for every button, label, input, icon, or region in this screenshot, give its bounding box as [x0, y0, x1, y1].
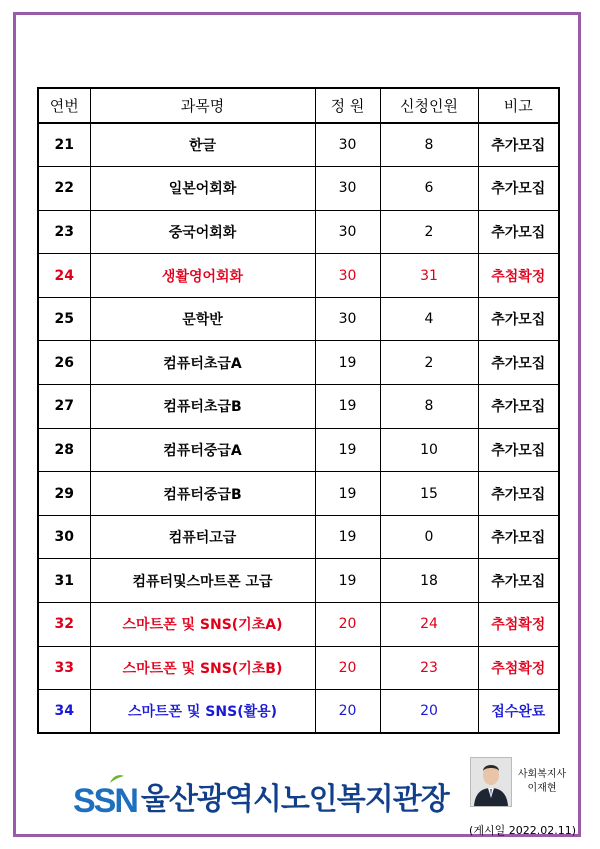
posted-date: (게시일 2022.02.11) — [469, 824, 576, 837]
table-row — [38, 210, 559, 254]
table-row — [38, 646, 559, 690]
header-capacity: 정 원 — [315, 88, 380, 123]
cell-note: 추가모집 — [478, 123, 559, 167]
cell-number: 32 — [38, 603, 90, 647]
cell-capacity: 19 — [315, 341, 380, 385]
cell-course: 컴퓨터중급A — [90, 428, 315, 472]
cell-number: 31 — [38, 559, 90, 603]
header-note: 비고 — [478, 88, 559, 123]
cell-applicants: 23 — [380, 646, 478, 690]
cell-course: 컴퓨터고급 — [90, 515, 315, 559]
cell-course: 일본어회화 — [90, 167, 315, 211]
cell-applicants: 0 — [380, 515, 478, 559]
cell-number: 21 — [38, 123, 90, 167]
cell-number: 23 — [38, 210, 90, 254]
table-row — [38, 603, 559, 647]
cell-course: 스마트폰 및 SNS(기초A) — [90, 603, 315, 647]
cell-number: 33 — [38, 646, 90, 690]
cell-number: 26 — [38, 341, 90, 385]
cell-applicants: 15 — [380, 472, 478, 516]
cell-capacity: 30 — [315, 297, 380, 341]
cell-capacity: 30 — [315, 210, 380, 254]
cell-capacity: 20 — [315, 690, 380, 734]
cell-course: 한글 — [90, 123, 315, 167]
cell-course: 문학반 — [90, 297, 315, 341]
table-row — [38, 559, 559, 603]
table-row — [38, 254, 559, 298]
cell-capacity: 19 — [315, 385, 380, 429]
cell-applicants: 2 — [380, 341, 478, 385]
cell-number: 27 — [38, 385, 90, 429]
cell-course: 컴퓨터초급A — [90, 341, 315, 385]
cell-course: 컴퓨터초급B — [90, 385, 315, 429]
signer-photo — [470, 757, 512, 807]
course-table — [37, 87, 560, 734]
signer-block — [512, 768, 572, 796]
cell-number: 25 — [38, 297, 90, 341]
cell-number: 24 — [38, 254, 90, 298]
cell-number: 34 — [38, 690, 90, 734]
cell-note: 추가모집 — [478, 167, 559, 211]
signer-title: 사회복지사 — [517, 769, 567, 780]
cell-number: 22 — [38, 167, 90, 211]
cell-capacity: 20 — [315, 646, 380, 690]
cell-note: 추가모집 — [478, 297, 559, 341]
cell-applicants: 6 — [380, 167, 478, 211]
table-row — [38, 690, 559, 734]
cell-note: 접수완료 — [478, 690, 559, 734]
cell-capacity: 20 — [315, 603, 380, 647]
cell-note: 추첨확정 — [478, 646, 559, 690]
cell-applicants: 31 — [380, 254, 478, 298]
cell-course: 중국어회화 — [90, 210, 315, 254]
cell-applicants: 2 — [380, 210, 478, 254]
table-row — [38, 123, 559, 167]
table-row — [38, 167, 559, 211]
cell-course: 스마트폰 및 SNS(기초B) — [90, 646, 315, 690]
cell-note: 추가모집 — [478, 341, 559, 385]
table-header-row — [38, 88, 559, 123]
table-row — [38, 297, 559, 341]
cell-note: 추가모집 — [478, 428, 559, 472]
table-row — [38, 428, 559, 472]
cell-course: 생활영어회화 — [90, 254, 315, 298]
cell-capacity: 19 — [315, 515, 380, 559]
cell-capacity: 30 — [315, 254, 380, 298]
table-row — [38, 341, 559, 385]
cell-number: 28 — [38, 428, 90, 472]
organization-logo — [73, 776, 449, 818]
cell-applicants: 18 — [380, 559, 478, 603]
ssn-logo — [73, 784, 137, 818]
header-applicants: 신청인원 — [380, 88, 478, 123]
cell-capacity: 30 — [315, 167, 380, 211]
table-row — [38, 515, 559, 559]
cell-note: 추가모집 — [478, 472, 559, 516]
table-row — [38, 472, 559, 516]
cell-number: 29 — [38, 472, 90, 516]
signer-name: 이재현 — [527, 783, 557, 794]
cell-number: 30 — [38, 515, 90, 559]
leaf-icon — [109, 774, 125, 784]
cell-note: 추첨확정 — [478, 254, 559, 298]
cell-applicants: 8 — [380, 385, 478, 429]
cell-applicants: 20 — [380, 690, 478, 734]
organization-name: 울산광역시노인복지관장 — [140, 782, 449, 817]
cell-note: 추가모집 — [478, 385, 559, 429]
cell-note: 추가모집 — [478, 559, 559, 603]
cell-course: 스마트폰 및 SNS(활용) — [90, 690, 315, 734]
cell-applicants: 8 — [380, 123, 478, 167]
cell-capacity: 19 — [315, 472, 380, 516]
header-number: 연번 — [38, 88, 90, 123]
cell-applicants: 10 — [380, 428, 478, 472]
table-row — [38, 385, 559, 429]
cell-course: 컴퓨터및스마트폰 고급 — [90, 559, 315, 603]
cell-applicants: 4 — [380, 297, 478, 341]
header-course: 과목명 — [90, 88, 315, 123]
person-icon — [471, 758, 511, 806]
cell-capacity: 19 — [315, 428, 380, 472]
cell-capacity: 19 — [315, 559, 380, 603]
cell-note: 추첨확정 — [478, 603, 559, 647]
cell-capacity: 30 — [315, 123, 380, 167]
cell-applicants: 24 — [380, 603, 478, 647]
cell-note: 추가모집 — [478, 210, 559, 254]
ssn-text: SSN — [73, 782, 137, 820]
cell-note: 추가모집 — [478, 515, 559, 559]
cell-course: 컴퓨터중급B — [90, 472, 315, 516]
